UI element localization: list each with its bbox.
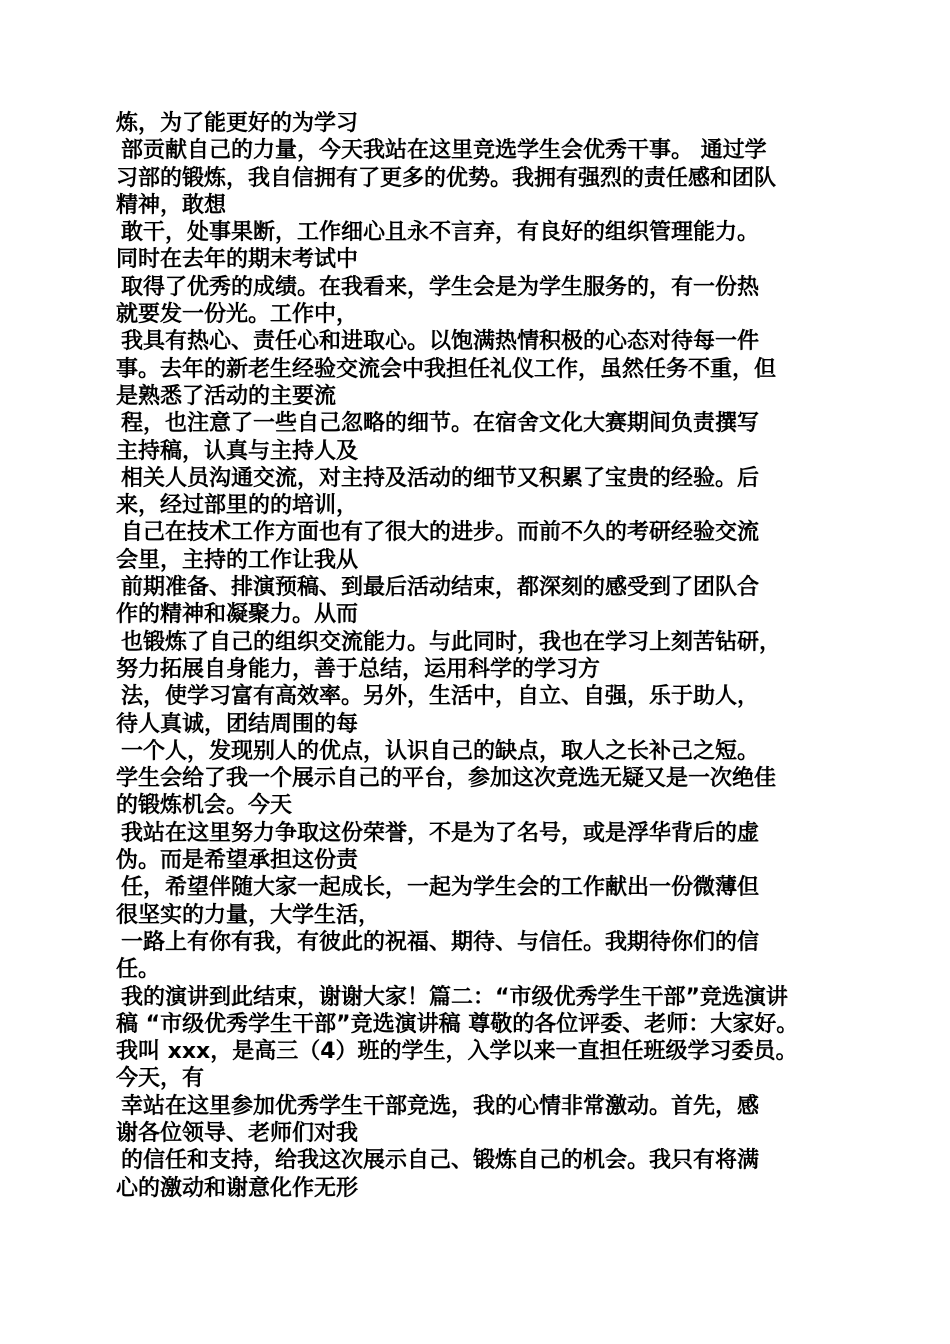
text-line: 也锻炼了自己的组织交流能力。与此同时，我也在学习上刻苦钻研， [121, 629, 782, 655]
text-line: 前期准备、排演预稿、到最后活动结束，都深刻的感受到了团队合 [121, 575, 760, 601]
text-line: 部贡献自己的力量，今天我站在这里竞选学生会优秀干事。 通过学 [121, 138, 767, 164]
text-line: 稿 “市级优秀学生干部”竞选演讲稿 尊敬的各位评委、老师：大家好。 [116, 1011, 799, 1037]
text-line: 幸站在这里参加优秀学生干部竞选，我的心情非常激动。首先，感 [121, 1093, 760, 1119]
text-line: 努力拓展自身能力，善于总结，运用科学的学习方 [116, 656, 601, 682]
text-line: 学生会给了我一个展示自己的平台，参加这次竞选无疑又是一次绝佳 [116, 766, 777, 792]
text-line: 相关人员沟通交流，对主持及活动的细节又积累了宝贵的经验。后 [121, 465, 760, 491]
text-line: 是熟悉了活动的主要流 [116, 383, 337, 409]
text-line: 法，使学习富有高效率。另外，生活中，自立、自强，乐于助人， [121, 684, 760, 710]
text-line: 会里，主持的工作让我从 [116, 547, 359, 573]
text-line: 我的演讲到此结束，谢谢大家！篇二：“市级优秀学生干部”竞选演讲 [121, 984, 788, 1010]
text-line: 一个人，发现别人的优点，认识自己的缺点，取人之长补己之短。 [121, 738, 760, 764]
text-line: 就要发一份光。工作中， [116, 302, 359, 328]
text-line: 待人真诚，团结周围的每 [116, 711, 359, 737]
text-line: 任，希望伴随大家一起成长，一起为学生会的工作献出一份微薄但 [121, 875, 760, 901]
text-line: 取得了优秀的成绩。在我看来，学生会是为学生服务的，有一份热 [121, 274, 760, 300]
text-line: 习部的锻炼，我自信拥有了更多的优势。我拥有强烈的责任感和团队 [116, 165, 777, 191]
document-body [116, 110, 846, 1202]
text-line: 我具有热心、责任心和进取心。以饱满热情积极的心态对待每一件 [121, 329, 760, 355]
text-line: 谢各位领导、老师们对我 [116, 1120, 359, 1146]
text-line: 同时在去年的期末考试中 [116, 247, 359, 273]
text-line: 主持稿，认真与主持人及 [116, 438, 359, 464]
text-line: 一路上有你有我，有彼此的祝福、期待、与信任。我期待你们的信 [121, 929, 760, 955]
text-line: 来，经过部里的的培训， [116, 493, 359, 519]
text-line: 事。去年的新老生经验交流会中我担任礼仪工作，虽然任务不重，但 [116, 356, 777, 382]
text-line: 敢干，处事果断，工作细心且永不言弃，有良好的组织管理能力。 [121, 220, 760, 246]
text-line: 的信任和支持，给我这次展示自己、锻炼自己的机会。我只有将满 [121, 1148, 760, 1174]
text-line: 我叫 xxx，是高三（4）班的学生，入学以来一直担任班级学习委员。 [116, 1039, 798, 1065]
text-line: 今天，有 [116, 1066, 205, 1092]
text-line: 炼，为了能更好的为学习 [116, 111, 359, 136]
text-line: 精神，敢想 [116, 192, 227, 218]
text-line: 任。 [116, 957, 161, 983]
text-line: 我站在这里努力争取这份荣誉，不是为了名号，或是浮华背后的虚 [121, 820, 760, 846]
text-line: 心的激动和谢意化作无形 [116, 1175, 359, 1201]
text-line: 的锻炼机会。今天 [116, 793, 293, 819]
text-line: 作的精神和凝聚力。从而 [116, 602, 359, 628]
text-line: 自己在技术工作方面也有了很大的进步。而前不久的考研经验交流 [121, 520, 760, 546]
text-line: 很坚实的力量，大学生活， [116, 902, 381, 928]
text-line: 伪。而是希望承担这份责 [116, 848, 359, 874]
text-line: 程，也注意了一些自己忽略的细节。在宿舍文化大赛期间负责撰写 [121, 411, 760, 437]
